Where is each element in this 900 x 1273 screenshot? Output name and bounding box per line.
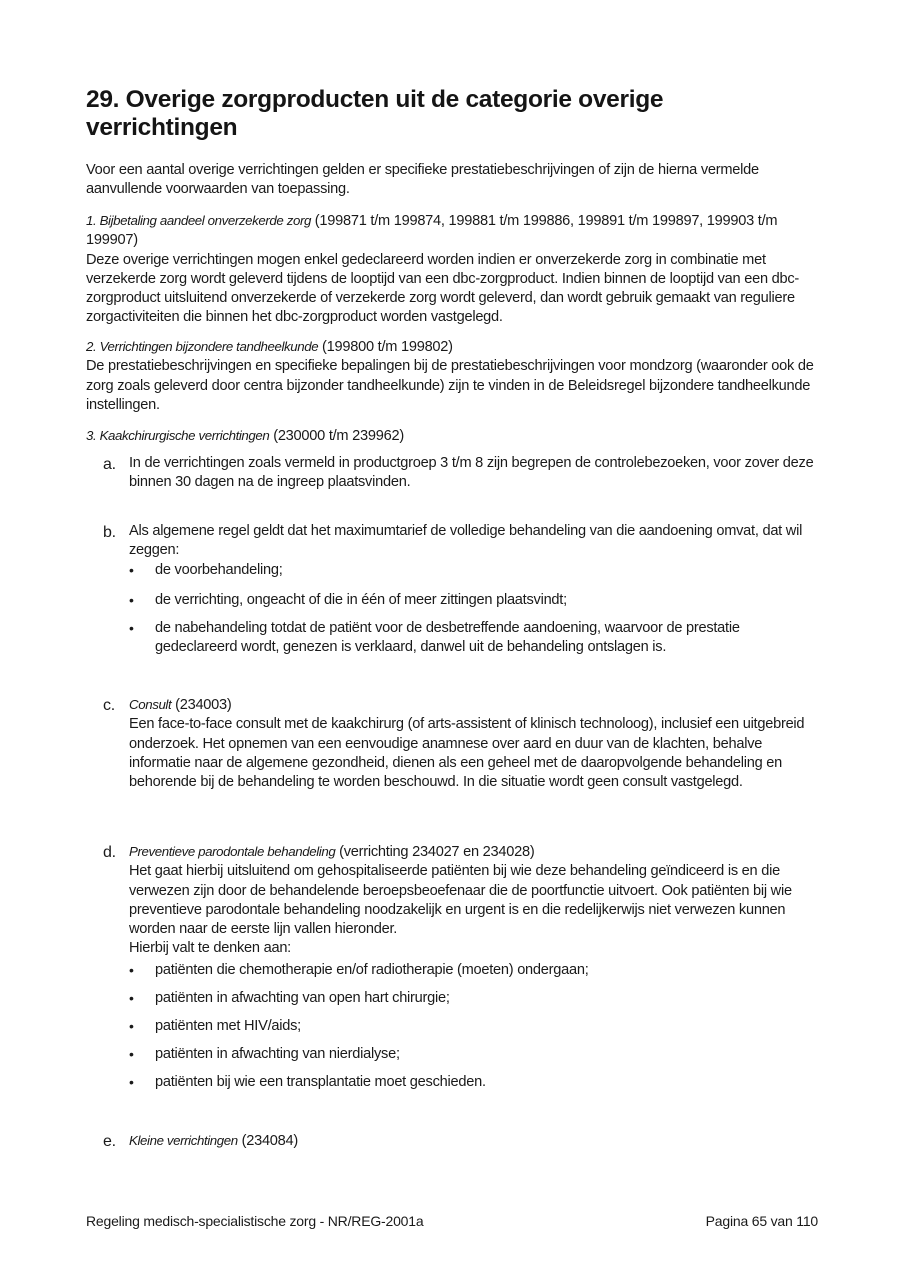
item-title: Kleine verrichtingen xyxy=(129,1133,238,1148)
bullet-icon: • xyxy=(129,990,134,1006)
section-1-body: Deze overige verrichtingen mogen enkel gedeclareerd worden indien er onverzekerde zorg in combinatie met verzekerde zorg wordt geleverd tijdens de looptijd van een dbc-zorgproduct. Indien binnen de looptijd van een dbc-zorgproduct uitsluitend onverzekerde of verzekerde zorg wordt geleverd, dan wordt gebruik gemaakt van reguliere zorgactiviteiten die binnen het dbc-zorgproduct worden vastgelegd. xyxy=(86,251,800,326)
item-text: Het gaat hierbij uitsluitend om gehospitaliseerde patiënten bij wie deze behandeling geïndiceerd is en die verwezen zijn door de behandelende beroepsbeoefenaar die de poortfunctie uitvoert. Ook patiënten bij wie preventieve parodontale behandeling noodzakelijk en urgent is en die redelijkerwijs niet verwezen kunnen worden naar de eerste lijn vallen hieronder. xyxy=(129,863,792,938)
item-title: Preventieve parodontale behandeling xyxy=(129,844,336,859)
intro-paragraph: Voor een aantal overige verrichtingen gelden er specifieke prestatiebeschrijvingen of zijn de hierna vermelde aanvullende voorwaarden van toepassing. xyxy=(86,162,759,198)
list-item-body: Als algemene regel geldt dat het maximumtarief de volledige behandeling van die aandoening omvat, dat wil zeggen: xyxy=(129,523,803,559)
item-codes: (234003) xyxy=(171,697,232,713)
section-2-title: 2. Verrichtingen bijzondere tandheelkunde xyxy=(86,339,319,354)
section-2-body: De prestatiebeschrijvingen en specifieke bepalingen bij de prestatiebeschrijvingen voor mondzorg (waaronder ook de zorg zoals geleverd door centra bijzonder tandheelkunde) zijn te vinden in de Beleidsregel bijzondere tandheelkunde instellingen. xyxy=(86,358,814,413)
list-item-body xyxy=(129,842,819,959)
section-1-title: 1. Bijbetaling aandeel onverzekerde zorg xyxy=(86,213,311,228)
section-2 xyxy=(86,337,821,415)
footer-document-title: Regeling medisch-specialistische zorg - NR/REG-2001a xyxy=(86,1213,424,1229)
bullet-icon: • xyxy=(129,562,134,578)
list-item-body xyxy=(129,695,819,792)
bullet-icon: • xyxy=(129,1046,134,1062)
page-title: 29. Overige zorgproducten uit de categorie overige verrichtingen xyxy=(86,86,664,141)
bullet-icon: • xyxy=(129,962,134,978)
list-marker: b. xyxy=(103,524,116,541)
section-2-codes: (199800 t/m 199802) xyxy=(318,339,453,355)
bullet-icon: • xyxy=(129,592,134,608)
section-3-title: 3. Kaakchirurgische verrichtingen xyxy=(86,428,270,443)
section-1 xyxy=(86,211,821,328)
item-text: Een face-to-face consult met de kaakchirurg (of arts-assistent of klinisch technoloog), inclusief een uitgebreid onderzoek. Het opnemen van een eenvoudige anamnese over aard en duur van de klachten, behalve informatie naar de algemene gezondheid, dienen als een geheel met de daaropvolgende behandeling en behorende bij de behandeling te worden beschouwd. In die situatie wordt geen consult vastgelegd. xyxy=(129,716,805,791)
section-3 xyxy=(86,426,821,446)
list-marker: e. xyxy=(103,1133,116,1150)
footer-page-number: Pagina 65 van 110 xyxy=(705,1213,818,1229)
item-codes: (234084) xyxy=(237,1133,299,1149)
list-marker: d. xyxy=(103,844,116,861)
section-3-codes: (230000 t/m 239962) xyxy=(269,428,404,444)
bullet-icon: • xyxy=(129,1074,134,1090)
list-item-body: In de verrichtingen zoals vermeld in productgroep 3 t/m 8 zijn begrepen de controlebezoeken, voor zover deze binnen 30 dagen na de ingreep plaatsvinden. xyxy=(129,455,814,491)
section-1-codes: (199871 t/m 199874, 199881 t/m 199886, 199891 t/m 199897, 199903 t/m 199907) xyxy=(86,213,778,249)
item-title: Consult xyxy=(129,697,172,712)
item-codes: (verrichting 234027 en 234028) xyxy=(335,844,535,860)
item-lead: Hierbij valt te denken aan: xyxy=(129,940,291,957)
bullet-icon: • xyxy=(129,1018,134,1034)
bullet-icon: • xyxy=(129,620,134,636)
list-item-body xyxy=(129,1131,819,1151)
list-marker: a. xyxy=(103,456,116,473)
list-marker: c. xyxy=(103,697,115,714)
